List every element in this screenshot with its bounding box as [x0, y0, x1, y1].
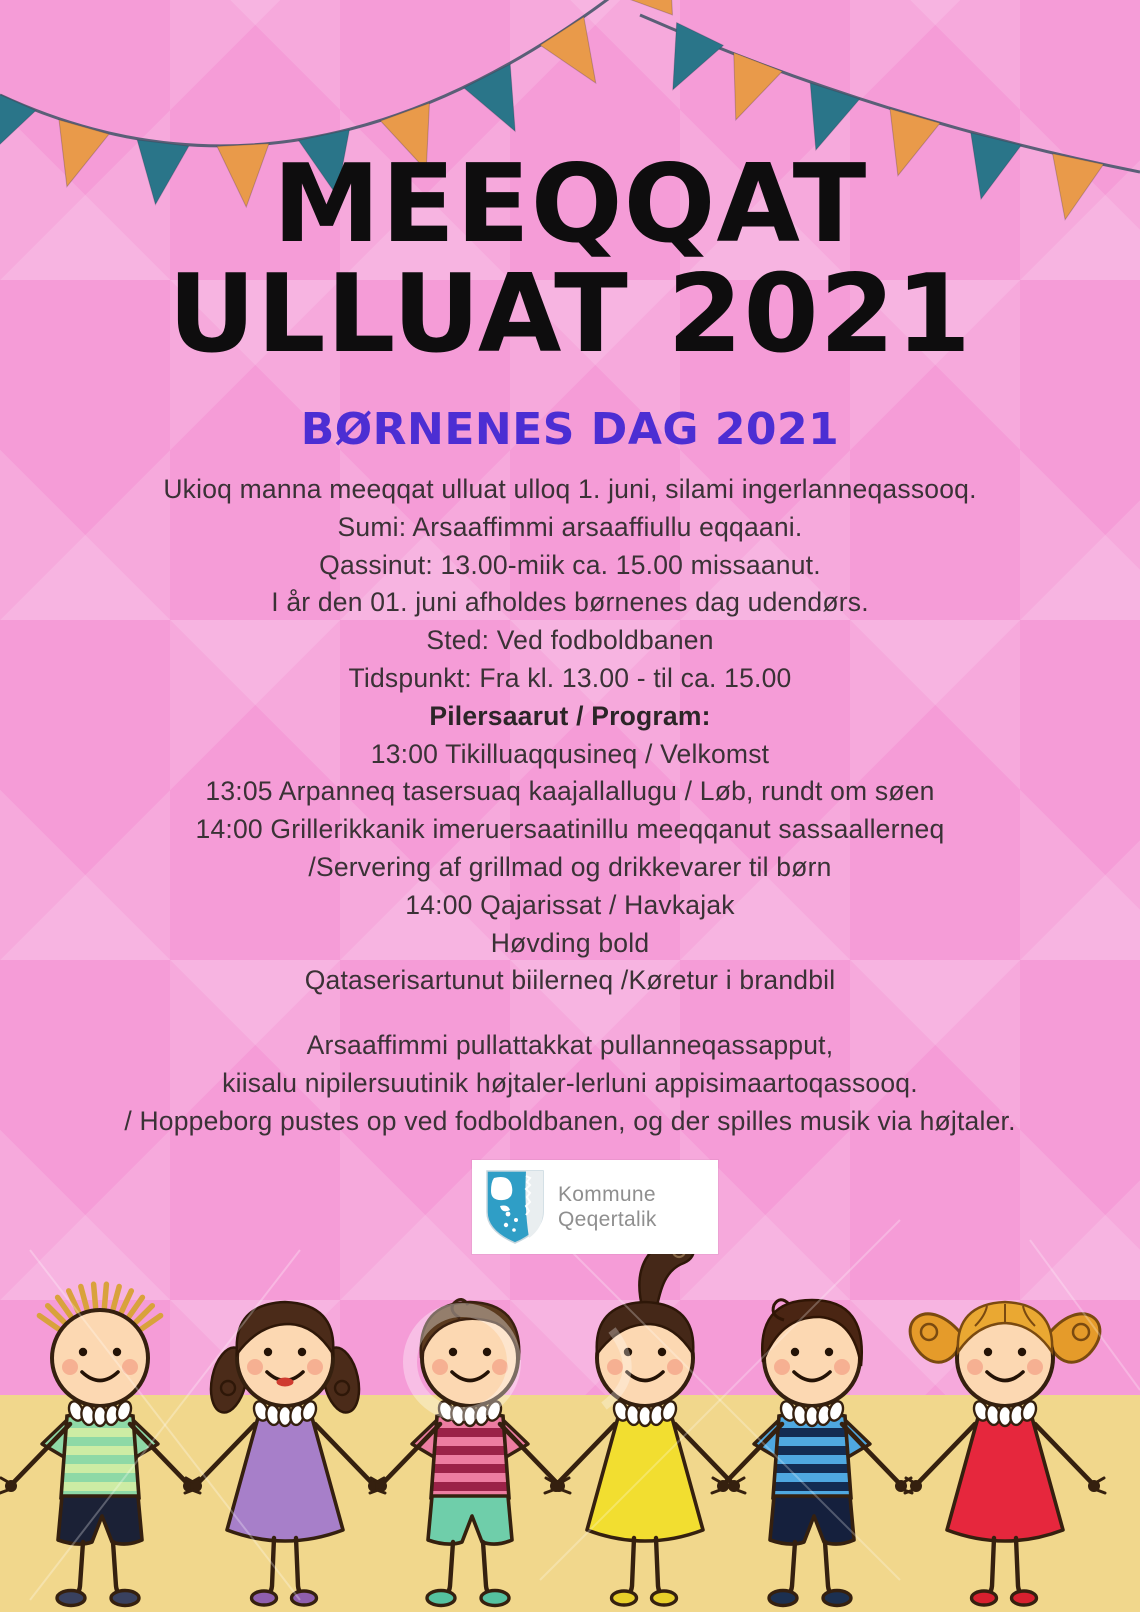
child-girl-red — [905, 1302, 1105, 1605]
closing-line: kiisalu nipilersuutinik højtaler-lerluni appisimaartoqassooq. — [222, 1067, 918, 1098]
program-line: 13:05 Arpanneq tasersuaq kaajallallugu / Løb, rundt om søen — [205, 776, 935, 807]
info-line: Sted: Ved fodboldbanen — [426, 625, 714, 656]
info-line: Qassinut: 13.00-miik ca. 15.00 missaanut. — [319, 549, 821, 580]
program-line: /Servering af grillmad og drikkevarer til børn — [308, 851, 832, 882]
closing-note — [0, 1027, 1140, 1140]
logo-text-line1: Kommune — [558, 1183, 656, 1206]
poster-title-line2: ULLUAT 2021 — [168, 252, 972, 377]
child-girl-purple — [185, 1302, 385, 1605]
poster-title — [0, 142, 1140, 377]
child-boy-green — [0, 1284, 200, 1605]
info-line: I år den 01. juni afholdes børnenes dag udendørs. — [271, 587, 869, 618]
program-line: 14:00 Qajarissat / Havkajak — [405, 889, 735, 920]
closing-line: Arsaaffimmi pullattakkat pullanneqassapput, — [306, 1030, 834, 1061]
program-line: Qataserisartunut biilerneq /Køretur i brandbil — [304, 965, 836, 996]
poster-title-line1: MEEQQAT — [272, 142, 868, 267]
info-line: Ukioq manna meeqqat ulluat ulloq 1. juni, silami ingerlanneqassooq. — [163, 474, 977, 504]
logo-text — [558, 1182, 657, 1232]
info-line: Sumi: Arsaaffimmi arsaaffiullu eqqaani. — [337, 511, 803, 542]
children-illustration — [0, 1210, 1140, 1612]
kommune-shield-icon — [486, 1170, 544, 1244]
program-line: 14:00 Grillerikkanik imeruersaatinillu meeqqanut sassaallerneq — [195, 814, 945, 845]
closing-line: / Hoppeborg pustes op ved fodboldbanen, og der spilles musik via højtaler. — [124, 1105, 1016, 1136]
program-line: 13:00 Tikilluaqqusineq / Velkomst — [370, 738, 770, 769]
child-girl-yellow — [545, 1239, 745, 1605]
info-line: Tidspunkt: Fra kl. 13.00 - til ca. 15.00 — [348, 662, 792, 693]
poster-subtitle: BØRNENES DAG 2021 — [300, 404, 840, 455]
child-boy-blue — [712, 1300, 912, 1606]
program-line: Høvding bold — [490, 927, 650, 958]
child-boy-pink — [370, 1299, 570, 1605]
event-details — [0, 471, 1140, 1141]
logo-text-line2: Qeqertalik — [558, 1208, 657, 1231]
kommune-qeqertalik-logo — [472, 1160, 718, 1254]
program-heading: Pilersaarut / Program: — [429, 700, 711, 731]
